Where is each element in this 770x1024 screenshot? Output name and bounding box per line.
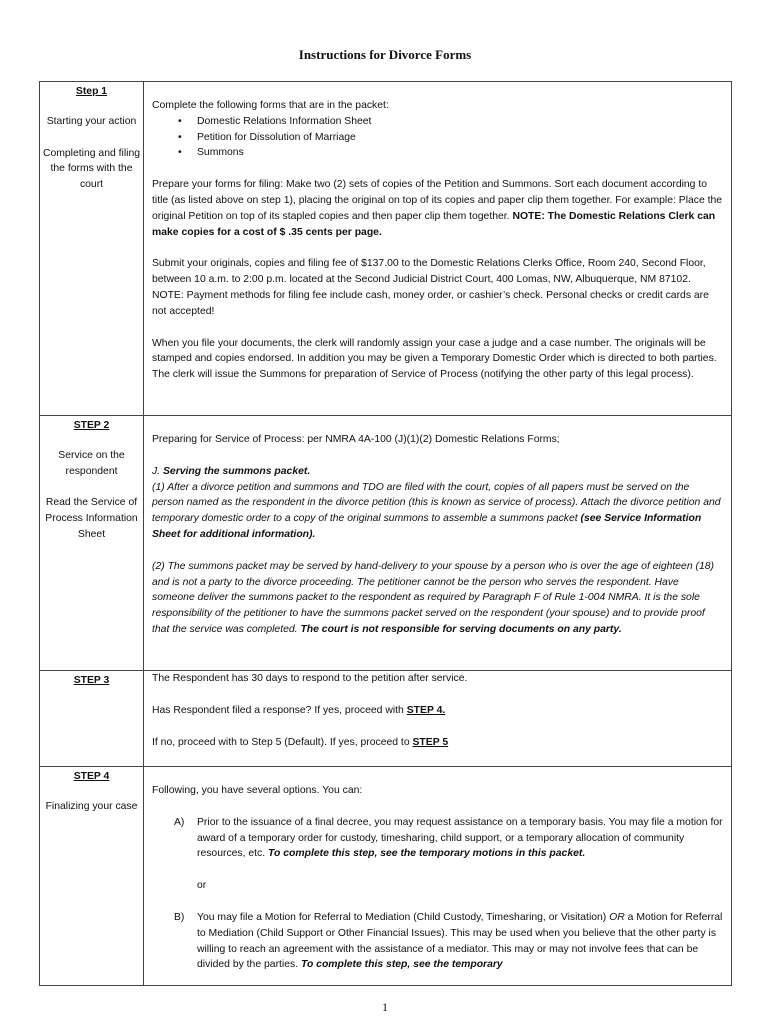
step-3-line-1: The Respondent has 30 days to respond to the petition after service.	[152, 673, 468, 684]
step-3-step-5-link: STEP 5	[412, 736, 449, 748]
step-2-prep: Preparing for Service of Process: per NMRA 4A-100 (J)(1)(2) Domestic Relations Forms;	[152, 434, 560, 445]
step-3-row	[40, 671, 732, 767]
option-b-label: B)	[174, 911, 185, 923]
step-2-item-2-bold: The court is not responsible for serving documents on any party.	[300, 623, 622, 635]
step-1-note-completing: Completing and filing the forms with the court	[42, 147, 141, 191]
step-3-line-3-text: If no, proceed with to Step 5 (Default). If yes, proceed to	[152, 736, 410, 748]
step-4-note-finalizing: Finalizing your case	[45, 800, 138, 812]
step-1-prepare-paragraph	[152, 177, 723, 240]
step-2-item-1-bold: (see Service Information Sheet for additional information).	[152, 513, 702, 540]
step-2-j-heading	[152, 464, 723, 480]
option-b-text-block	[197, 910, 723, 973]
step-3-line-2-text: Has Respondent filed a response? If yes, proceed with	[152, 704, 404, 716]
step-2-item-1-text: (1) After a divorce petition and summons and TDO are filed with the court, copies of all papers must be served on the person named as the respondent in the divorce petition (this is known as service of process). Attach the divorce petition and temporary domestic order to a copy of the original summons to assemble a summons packet	[152, 481, 721, 525]
step-3-heading: STEP 3	[73, 675, 110, 686]
step-4-label-cell	[40, 767, 144, 986]
document-title: Instructions for Divorce Forms	[298, 47, 472, 62]
option-a-text-block	[197, 815, 723, 862]
option-b-text-2: a Motion for Referral to Mediation (Child Support or Other Financial Issues). This may be used when you believe that the other party is willing to reach an agreement with the assistance of a mediator. This may or may not involve fees that can be divided by the parties.	[197, 911, 723, 971]
option-a	[152, 815, 723, 862]
option-a-bold: To complete this step, see the temporary motions in this packet.	[268, 848, 586, 860]
step-4-intro: Following, you have several options. You can:	[152, 785, 363, 796]
option-b-text-1: You may file a Motion for Referral to Mediation (Child Custody, Timesharing, or Visitation)	[197, 911, 607, 923]
step-2-j-prefix: J.	[152, 465, 161, 477]
steps-table	[39, 81, 732, 986]
step-2-heading: STEP 2	[73, 420, 110, 431]
step-1-when-file-paragraph: When you file your documents, the clerk will randomly assign your case a judge and a case number. The originals will be stamped and copies endorsed. In addition you may be given a Temporary Domestic Order which is directed to both parties. The clerk will issue the Summons for preparation of Service of Process (notifying the other party of this legal process).	[152, 337, 717, 381]
step-3-label-cell	[40, 671, 144, 767]
step-2-content-cell	[144, 416, 732, 671]
step-1-submit-paragraph: Submit your originals, copies and filing fee of $137.00 to the Domestic Relations Clerks Office, Room 240, Second Floor, between 10 a.m. to 2:00 p.m. located at the Second Judicial District Court, 400 Lomas, NW, Albuquerque, NM 87102. NOTE: Payment methods for filing fee include cash, money order, or cashier’s check. Personal checks or credit cards are not accepted!	[152, 258, 709, 317]
option-b-or: OR	[609, 911, 625, 923]
step-1-copy-note: NOTE: The Domestic Relations Clerk can make copies for a cost of $ .35 cents per page.	[152, 210, 716, 238]
form-item-petition: • Petition for Dissolution of Marriage	[197, 130, 723, 146]
step-2-j-title: Serving the summons packet.	[162, 465, 311, 477]
step-1-note-starting: Starting your action	[46, 115, 137, 127]
page-number: 1	[382, 1000, 388, 1014]
step-1-label-cell	[40, 82, 144, 416]
step-2-item-2	[152, 559, 723, 638]
step-3-line-3	[152, 735, 723, 751]
step-1-row	[40, 82, 732, 416]
step-4-content-cell	[144, 767, 732, 986]
step-3-line-2	[152, 703, 723, 719]
option-or-row	[152, 878, 723, 894]
step-2-row	[40, 416, 732, 671]
step-4-heading: STEP 4	[73, 771, 110, 782]
form-item-info-sheet: • Domestic Relations Information Sheet	[197, 114, 723, 130]
form-item-summons: • Summons	[197, 145, 723, 161]
step-1-heading: Step 1	[75, 86, 108, 97]
step-1-content-cell	[144, 82, 732, 416]
option-a-text: Prior to the issuance of a final decree, you may request assistance on a temporary basis. You may file a motion for award of a temporary order for custody, timesharing, child support, or a temporary allocation of community resources, etc.	[197, 816, 723, 860]
step-3-step-4-link: STEP 4.	[406, 704, 446, 716]
step-2-note-service: Service on the respondent	[58, 449, 125, 477]
step-2-label-cell	[40, 416, 144, 671]
step-2-item-2-text: (2) The summons packet may be served by hand-delivery to your spouse by a person who is over the age of eighteen (18) and is not a party to the divorce proceeding. The petitioner cannot be the person who serves the respondent. Have someone deliver the summons packet to the respondent as required by Paragraph F of Rule 1-004 NMRA. It is the sole responsibility of the petitioner to have the summons packet served on the respondent (your spouse) and to provide proof that the service was completed.	[152, 560, 714, 635]
step-1-intro: Complete the following forms that are in the packet:	[152, 100, 389, 111]
option-a-label: A)	[174, 816, 185, 828]
option-or: or	[197, 880, 207, 892]
forms-list	[152, 114, 723, 161]
option-b-bold: To complete this step, see the temporary	[300, 959, 503, 971]
step-2-note-read: Read the Service of Process Information Sheet	[45, 497, 138, 540]
step-3-content-cell	[144, 671, 732, 767]
step-4-row	[40, 767, 732, 986]
step-2-item-1	[152, 480, 723, 543]
option-b	[152, 910, 723, 973]
step-1-prepare-text: Prepare your forms for filing: Make two (2) sets of copies of the Petition and Summons. Sort each document according to title (as listed above on step 1), placing the original on top of its copies and paper clip them together. For example: Place the original Petition on top of its stapled copies and then paper clip them together.	[152, 179, 723, 222]
